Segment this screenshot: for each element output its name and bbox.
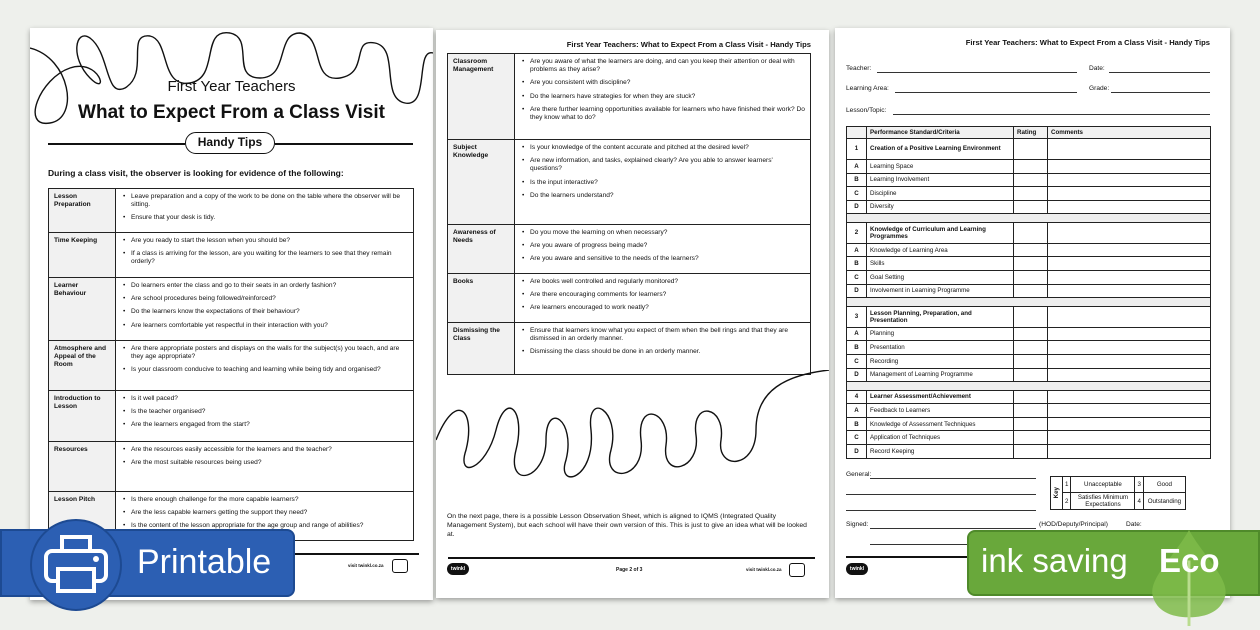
- bullet-list: [121, 395, 408, 430]
- criteria-row: [847, 187, 1211, 201]
- comments-cell[interactable]: [1048, 417, 1211, 431]
- note-text: On the next page, there is a possible Lesson Observation Sheet, which is aligned to IQMS (Integrated Quality Management System), but each school will have their own version of this. This is just to give an idea what will be looked at.: [447, 513, 807, 538]
- table-row: [448, 274, 811, 323]
- bullet-item: • Dismissing the class should be done in an orderly manner.: [520, 348, 805, 356]
- ink-saving-label: ink saving: [981, 542, 1128, 579]
- page-title: What to Expect From a Class Visit: [78, 102, 385, 123]
- bullet-item: • Are you aware of progress being made?: [520, 242, 805, 250]
- criteria-letter: C: [847, 431, 867, 445]
- bullet-item: • Do learners enter the class and go to their seats in an orderly fashion?: [121, 282, 408, 290]
- observation-table: [846, 126, 1211, 459]
- criteria-row: [847, 417, 1211, 431]
- rating-key: [1050, 476, 1186, 510]
- rating-cell[interactable]: [1014, 173, 1048, 187]
- spacer-row: [847, 298, 1211, 307]
- bullet-list: [121, 496, 408, 531]
- table-row: [49, 189, 414, 233]
- section-row: [847, 390, 1211, 404]
- criteria-row: [847, 368, 1211, 382]
- row-bullets: [515, 323, 811, 375]
- bullet-list: [520, 278, 805, 313]
- criteria-row: [847, 284, 1211, 298]
- comments-cell[interactable]: [1048, 306, 1211, 327]
- section-title: Lesson Planning, Preparation, and Presentation: [867, 306, 1014, 327]
- row-label: Lesson Pitch: [49, 492, 116, 541]
- criteria-letter: B: [847, 173, 867, 187]
- criteria-letter: D: [847, 200, 867, 214]
- general-field-line[interactable]: [846, 510, 1036, 511]
- date-field[interactable]: [1109, 72, 1210, 73]
- bullet-item: • Are the most suitable resources being used?: [121, 459, 408, 467]
- role-label: (HOD/Deputy/Principal): [1039, 521, 1108, 528]
- criteria-letter: D: [847, 368, 867, 382]
- section-number: 3: [847, 306, 867, 327]
- rating-cell[interactable]: [1014, 431, 1048, 445]
- bullet-item: • Leave preparation and a copy of the work to be done on the table where the observer will be sitting.: [121, 193, 408, 209]
- date-label: Date:: [1089, 65, 1105, 72]
- bullet-item: • Do the learners have strategies for when they are stuck?: [520, 93, 805, 101]
- intro-text: During a class visit, the observer is looking for evidence of the following:: [48, 168, 344, 178]
- bullet-list: [520, 144, 805, 200]
- stamp-logo: [392, 559, 408, 573]
- criteria-label: Record Keeping: [867, 445, 1014, 459]
- criteria-label: Goal Setting: [867, 271, 1014, 285]
- table-row: [49, 341, 414, 391]
- section-row: [847, 139, 1211, 160]
- printer-icon: [30, 519, 122, 611]
- criteria-row: [847, 341, 1211, 355]
- key-number: 4: [1135, 493, 1143, 510]
- criteria-letter: B: [847, 257, 867, 271]
- divider: [275, 143, 413, 145]
- criteria-row: [847, 173, 1211, 187]
- bullet-list: [520, 327, 805, 357]
- spacer-row: [847, 214, 1211, 223]
- comments-cell[interactable]: [1048, 354, 1211, 368]
- page-number: Page 2 of 3: [616, 567, 643, 573]
- comments-cell[interactable]: [1048, 257, 1211, 271]
- grade-field[interactable]: [1111, 92, 1210, 93]
- spacer-cell: [847, 298, 1211, 307]
- bullet-item: • Is your knowledge of the content accurate and pitched at the desired level?: [520, 144, 805, 152]
- bullet-item: • If a class is arriving for the lesson, are you waiting for the learners to see that they remain orderly?: [121, 250, 408, 266]
- rating-cell[interactable]: [1014, 354, 1048, 368]
- criteria-letter: B: [847, 341, 867, 355]
- row-bullets: [116, 189, 414, 233]
- column-header: [847, 127, 867, 139]
- column-header: Comments: [1048, 127, 1211, 139]
- comments-cell[interactable]: [1048, 445, 1211, 459]
- section-number: 2: [847, 222, 867, 243]
- bullet-item: • Are the less capable learners getting the support they need?: [121, 509, 408, 517]
- criteria-label: Recording: [867, 354, 1014, 368]
- section-row: [847, 222, 1211, 243]
- key-label: Key: [1053, 487, 1060, 499]
- bullet-item: • Ensure that learners know what you expect of them when the bell rings and that they are dismissed in an orderly manner.: [520, 327, 805, 343]
- page-header: First Year Teachers: What to Expect From a Class Visit - Handy Tips: [965, 38, 1210, 47]
- bullet-item: • Are learners encouraged to work neatly?: [520, 304, 805, 312]
- rating-cell[interactable]: [1014, 368, 1048, 382]
- table-row: [49, 391, 414, 442]
- bullet-list: [121, 237, 408, 267]
- scribble-decoration: [436, 370, 829, 500]
- bullet-item: • Is the teacher organised?: [121, 408, 408, 416]
- comments-cell[interactable]: [1048, 404, 1211, 418]
- criteria-label: Presentation: [867, 341, 1014, 355]
- bullet-item: • Do you move the learning on when necessary?: [520, 229, 805, 237]
- bullet-item: • Are new information, and tasks, explained clearly? Are you able to answer learners' questions?: [520, 157, 805, 173]
- spacer-row: [847, 382, 1211, 391]
- criteria-row: [847, 327, 1211, 341]
- key-row: [1051, 493, 1186, 510]
- key-description: Good: [1143, 477, 1185, 493]
- tips-table: [447, 53, 811, 375]
- key-description: Satisfies Minimum Expectations: [1071, 493, 1135, 510]
- row-label: Dismissing the Class: [448, 323, 515, 375]
- comments-cell[interactable]: [1048, 341, 1211, 355]
- rating-cell[interactable]: [1014, 417, 1048, 431]
- table-row: [448, 323, 811, 375]
- bullet-item: • Are you aware of what the learners are doing, and can you keep their attention or deal with problems as they arise?: [520, 58, 805, 74]
- row-label: Atmosphere and Appeal of the Room: [49, 341, 116, 391]
- page-1: [30, 28, 433, 600]
- section-number: 1: [847, 139, 867, 160]
- bullet-item: • Are the resources easily accessible for the learners and the teacher?: [121, 446, 408, 454]
- bullet-list: [121, 282, 408, 330]
- row-bullets: [116, 341, 414, 391]
- bullet-item: • Are school procedures being followed/reinforced?: [121, 295, 408, 303]
- comments-cell[interactable]: [1048, 431, 1211, 445]
- key-label-cell: [1051, 477, 1063, 510]
- criteria-letter: C: [847, 187, 867, 201]
- row-label: Learner Behaviour: [49, 278, 116, 341]
- criteria-row: [847, 257, 1211, 271]
- comments-cell[interactable]: [1048, 187, 1211, 201]
- bullet-item: • Are books well controlled and regularly monitored?: [520, 278, 805, 286]
- row-label: Subject Knowledge: [448, 140, 515, 225]
- comments-cell[interactable]: [1048, 222, 1211, 243]
- key-description: Unacceptable: [1071, 477, 1135, 493]
- table-row: [49, 278, 414, 341]
- title-line-1: First Year Teachers: [167, 78, 296, 95]
- row-bullets: [515, 225, 811, 274]
- table-row: [448, 140, 811, 225]
- page-3: [835, 28, 1230, 598]
- row-label: Time Keeping: [49, 233, 116, 278]
- table-row: [49, 233, 414, 278]
- general-field-line[interactable]: [846, 494, 1036, 495]
- bullet-item: • Is the input interactive?: [520, 179, 805, 187]
- page-header: First Year Teachers: What to Expect From a Class Visit - Handy Tips: [566, 40, 811, 49]
- bullet-list: [121, 345, 408, 375]
- printable-badge: [0, 529, 295, 597]
- section-number: 4: [847, 390, 867, 404]
- bullet-item: • Are you ready to start the lesson when you should be?: [121, 237, 408, 245]
- bullet-item: • Are you aware and sensitive to the needs of the learners?: [520, 255, 805, 263]
- key-number: 1: [1063, 477, 1071, 493]
- criteria-letter: A: [847, 243, 867, 257]
- footer-rule: [448, 557, 815, 559]
- rating-cell[interactable]: [1014, 327, 1048, 341]
- rating-cell[interactable]: [1014, 139, 1048, 160]
- row-label: Resources: [49, 442, 116, 492]
- learning-area-label: Learning Area:: [846, 85, 889, 92]
- eco-label: Eco: [1159, 542, 1220, 579]
- stamp-logo: [789, 563, 805, 577]
- criteria-label: Skills: [867, 257, 1014, 271]
- section-title: Creation of a Positive Learning Environment: [867, 139, 1014, 160]
- criteria-label: Feedback to Learners: [867, 404, 1014, 418]
- row-label: Awareness of Needs: [448, 225, 515, 274]
- criteria-label: Learning Space: [867, 160, 1014, 174]
- comments-cell[interactable]: [1048, 271, 1211, 285]
- section-row: [847, 306, 1211, 327]
- comments-cell[interactable]: [1048, 139, 1211, 160]
- criteria-letter: A: [847, 327, 867, 341]
- criteria-row: [847, 200, 1211, 214]
- criteria-label: Planning: [867, 327, 1014, 341]
- learning-area-field[interactable]: [895, 92, 1077, 93]
- rating-cell[interactable]: [1014, 257, 1048, 271]
- column-header: Performance Standard/Criteria: [867, 127, 1014, 139]
- section-title: Knowledge of Curriculum and Learning Programmes: [867, 222, 1014, 243]
- date2-label: Date:: [1126, 521, 1142, 528]
- criteria-row: [847, 160, 1211, 174]
- bullet-item: • Do the learners understand?: [520, 192, 805, 200]
- lesson-topic-label: Lesson/Topic:: [846, 107, 887, 114]
- key-number: 2: [1063, 493, 1071, 510]
- key-number: 3: [1135, 477, 1143, 493]
- criteria-label: Diversity: [867, 200, 1014, 214]
- row-bullets: [116, 233, 414, 278]
- criteria-letter: D: [847, 445, 867, 459]
- bullet-item: • Ensure that your desk is tidy.: [121, 214, 408, 222]
- rating-cell[interactable]: [1014, 404, 1048, 418]
- bullet-list: [520, 229, 805, 264]
- bullet-list: [121, 446, 408, 467]
- spacer-cell: [847, 382, 1211, 391]
- key-description: Outstanding: [1143, 493, 1185, 510]
- bullet-item: • Is the content of the lesson appropriate for the age group and range of abilities?: [121, 522, 408, 530]
- rating-cell[interactable]: [1014, 222, 1048, 243]
- criteria-label: Learning Involvement: [867, 173, 1014, 187]
- criteria-row: [847, 445, 1211, 459]
- criteria-label: Application of Techniques: [867, 431, 1014, 445]
- rating-cell[interactable]: [1014, 306, 1048, 327]
- bullet-item: • Are learners comfortable yet respectful in their interaction with you?: [121, 322, 408, 330]
- row-bullets: [515, 274, 811, 323]
- comments-cell[interactable]: [1048, 173, 1211, 187]
- rating-cell[interactable]: [1014, 271, 1048, 285]
- criteria-letter: D: [847, 284, 867, 298]
- signed-label: Signed:: [846, 521, 869, 528]
- criteria-label: Management of Learning Programme: [867, 368, 1014, 382]
- rating-cell[interactable]: [1014, 187, 1048, 201]
- key-row: [1051, 477, 1186, 493]
- comments-cell[interactable]: [1048, 284, 1211, 298]
- grade-label: Grade:: [1089, 85, 1110, 92]
- bullet-list: [121, 193, 408, 223]
- row-label: Introduction to Lesson: [49, 391, 116, 442]
- rating-cell[interactable]: [1014, 445, 1048, 459]
- row-label: Classroom Management: [448, 54, 515, 140]
- bullet-item: • Is there enough challenge for the more capable learners?: [121, 496, 408, 504]
- row-bullets: [515, 54, 811, 140]
- twinkl-logo: twinkl: [846, 563, 868, 575]
- section-title: Learner Assessment/Achievement: [867, 390, 1014, 404]
- criteria-letter: C: [847, 354, 867, 368]
- criteria-label: Knowledge of Learning Area: [867, 243, 1014, 257]
- bullet-item: • Are there further learning opportunities available for learners who have finished their work? Do they know what to do?: [520, 106, 805, 122]
- criteria-row: [847, 271, 1211, 285]
- bullet-item: • Are you consistent with discipline?: [520, 79, 805, 87]
- bullet-item: • Is your classroom conducive to teaching and learning while being tidy and organised?: [121, 366, 408, 374]
- comments-cell[interactable]: [1048, 243, 1211, 257]
- table-row: [49, 442, 414, 492]
- criteria-row: [847, 404, 1211, 418]
- criteria-row: [847, 431, 1211, 445]
- rating-cell[interactable]: [1014, 243, 1048, 257]
- site-url: visit twinkl.co.za: [746, 567, 782, 572]
- tips-table: [48, 188, 414, 541]
- comments-cell[interactable]: [1048, 200, 1211, 214]
- rating-cell[interactable]: [1014, 284, 1048, 298]
- criteria-letter: A: [847, 404, 867, 418]
- bullet-item: • Is it well paced?: [121, 395, 408, 403]
- page-2: [436, 30, 829, 598]
- rating-cell[interactable]: [1014, 200, 1048, 214]
- general-label: General:: [846, 471, 872, 478]
- eco-badge: [967, 530, 1260, 596]
- teacher-field[interactable]: [877, 72, 1077, 73]
- table-row: [448, 225, 811, 274]
- criteria-letter: A: [847, 160, 867, 174]
- criteria-letter: C: [847, 271, 867, 285]
- lesson-topic-field[interactable]: [893, 114, 1210, 115]
- table-header-row: [847, 127, 1211, 139]
- comments-cell[interactable]: [1048, 368, 1211, 382]
- comments-cell[interactable]: [1048, 327, 1211, 341]
- criteria-letter: B: [847, 417, 867, 431]
- printable-label: Printable: [137, 543, 272, 581]
- bullet-list: [520, 58, 805, 122]
- site-url: visit twinkl.co.za: [348, 563, 384, 568]
- comments-cell[interactable]: [1048, 390, 1211, 404]
- bullet-item: • Are there appropriate posters and displays on the walls for the subject(s) you teach, and are they age appropriate?: [121, 345, 408, 361]
- rating-cell[interactable]: [1014, 160, 1048, 174]
- bullet-item: • Are the learners engaged from the start?: [121, 421, 408, 429]
- teacher-label: Teacher:: [846, 65, 872, 72]
- row-bullets: [116, 278, 414, 341]
- row-label: Lesson Preparation: [49, 189, 116, 233]
- bullet-item: • Are there encouraging comments for learners?: [520, 291, 805, 299]
- comments-cell[interactable]: [1048, 160, 1211, 174]
- criteria-row: [847, 354, 1211, 368]
- rating-cell[interactable]: [1014, 341, 1048, 355]
- row-bullets: [515, 140, 811, 225]
- handy-tips-pill: Handy Tips: [185, 132, 275, 154]
- criteria-row: [847, 243, 1211, 257]
- criteria-label: Knowledge of Assessment Techniques: [867, 417, 1014, 431]
- row-bullets: [116, 391, 414, 442]
- bullet-item: • Do the learners know the expectations of their behaviour?: [121, 308, 408, 316]
- signed-field[interactable]: [870, 528, 1036, 529]
- divider: [48, 143, 185, 145]
- twinkl-logo: twinkl: [447, 563, 469, 575]
- general-field[interactable]: [870, 478, 1036, 479]
- table-row: [448, 54, 811, 140]
- row-label: Books: [448, 274, 515, 323]
- criteria-label: Involvement in Learning Programme: [867, 284, 1014, 298]
- criteria-label: Discipline: [867, 187, 1014, 201]
- row-bullets: [116, 442, 414, 492]
- spacer-cell: [847, 214, 1211, 223]
- column-header: Rating: [1014, 127, 1048, 139]
- rating-cell[interactable]: [1014, 390, 1048, 404]
